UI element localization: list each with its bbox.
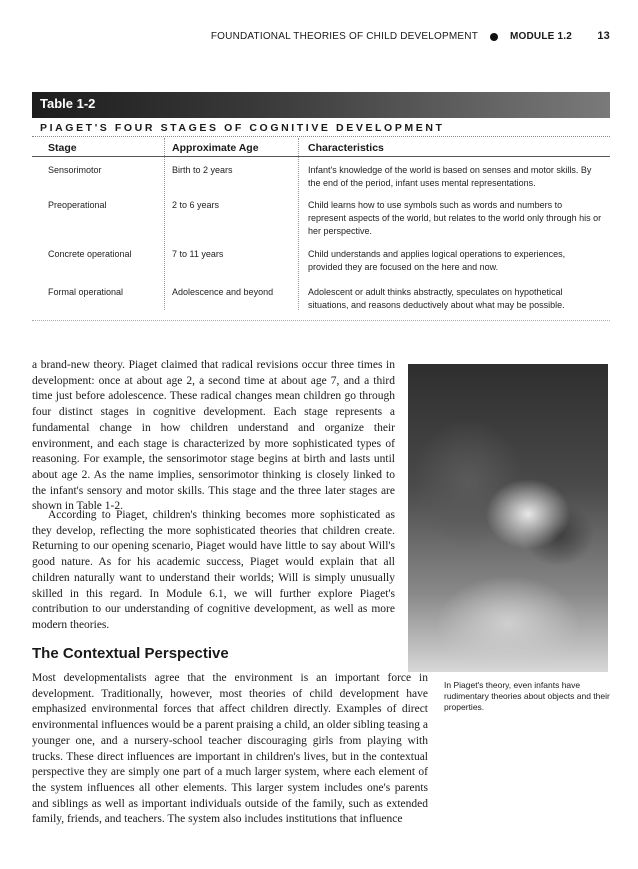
- figure-caption: In Piaget's theory, even infants have rudimentary theories about objects and their properties.: [444, 680, 610, 712]
- body-paragraph: Most developmentalists agree that the environment is an important force in development. Traditionally, however, most theories of child development have emphasized environmental forces that affect children directly. Examples of direct environmental influences would be a parent praising a child, an older sibling teasing a younger one, and a nursery-school teacher discouraging girls from playing with trucks. These direct influences are important in children's lives, but in the contextual perspective they are simply one part of a much larger system, where each element of the system influences all other elements. This larger system includes one's parents and siblings as well as important individuals outside of the family, such as extended family, friends, and teachers. The system also includes institutions that influence: [32, 672, 428, 826]
- table-heading-rule: [32, 136, 610, 137]
- column-separator: [298, 138, 299, 310]
- table-cell-age: Birth to 2 years: [172, 165, 233, 175]
- body-paragraph: a brand-new theory. Piaget claimed that radical revisions occur three times in development: once at about age 2, a second time at about age 7, and a third time just before adolescence. These radical changes mean children go through four distinct stages in cognitive development. Each stage represents a fundamental change in how children understand and organize their environment, and each stage is characterized by more sophisticated types of reasoning. For example, the sensorimotor stage begins at birth and lasts until about age 2. As the name implies, sensorimotor thinking is closely linked to the infant's sensory and motor skills. This stage and the three later stages are shown in Table 1-2.: [32, 359, 395, 513]
- table-cell-age: 7 to 11 years: [172, 249, 224, 259]
- bullet-icon: [490, 33, 498, 41]
- infant-photo: [408, 364, 608, 672]
- running-head: [0, 30, 638, 46]
- table-cell-characteristics: Infant's knowledge of the world is based on senses and motor skills. By the end of the period, infant uses mental representations.: [308, 165, 592, 188]
- table-cell-characteristics: Child learns how to use symbols such as words and numbers to represent aspects of the world, but relates to the world only through his or her perspective.: [308, 200, 602, 236]
- table-bottom-rule: [32, 320, 610, 321]
- table-cell-age: 2 to 6 years: [172, 200, 220, 210]
- table-label: Table 1-2: [40, 96, 96, 111]
- column-header-characteristics: Characteristics: [308, 142, 384, 154]
- table-cell-characteristics: Child understands and applies logical operations to experiences, provided they are focused on the here and now.: [308, 249, 566, 272]
- table-cell-stage: Concrete operational: [48, 249, 132, 259]
- page-number: 13: [597, 30, 610, 42]
- stages-table: [32, 92, 610, 328]
- table-cell-age: Adolescence and beyond: [172, 287, 274, 297]
- body-paragraph: According to Piaget, children's thinking becomes more sophisticated as they develop, reflecting the more sophisticated theories that children create. Returning to our opening scenario, Piaget would have little to say about Will's good nature. As for his academic success, Piaget would explain that all children naturally want to understand their worlds; Will is simply unusually skilled in this regard. In Module 6.1, we will further explore Piaget's contribution to our understanding of cognitive development, as well as more modern theories.: [32, 509, 395, 631]
- table-cell-stage: Sensorimotor: [48, 165, 102, 175]
- section-heading: The Contextual Perspective: [32, 645, 229, 662]
- column-separator: [164, 138, 165, 310]
- table-cell-stage: Formal operational: [48, 287, 124, 297]
- column-header-age: Approximate Age: [172, 142, 259, 154]
- table-cell-stage: Preoperational: [48, 200, 107, 210]
- table-heading: PIAGET'S FOUR STAGES OF COGNITIVE DEVELOPMENT: [40, 122, 445, 134]
- table-cell-characteristics: Adolescent or adult thinks abstractly, speculates on hypothetical situations, and reasons deductively about what may be possible.: [308, 287, 565, 310]
- table-banner: [32, 92, 610, 118]
- running-head-module: MODULE 1.2: [509, 31, 572, 42]
- column-header-rule: [32, 156, 610, 157]
- column-header-stage: Stage: [48, 142, 77, 154]
- running-head-title: FOUNDATIONAL THEORIES OF CHILD DEVELOPMENT: [210, 31, 478, 42]
